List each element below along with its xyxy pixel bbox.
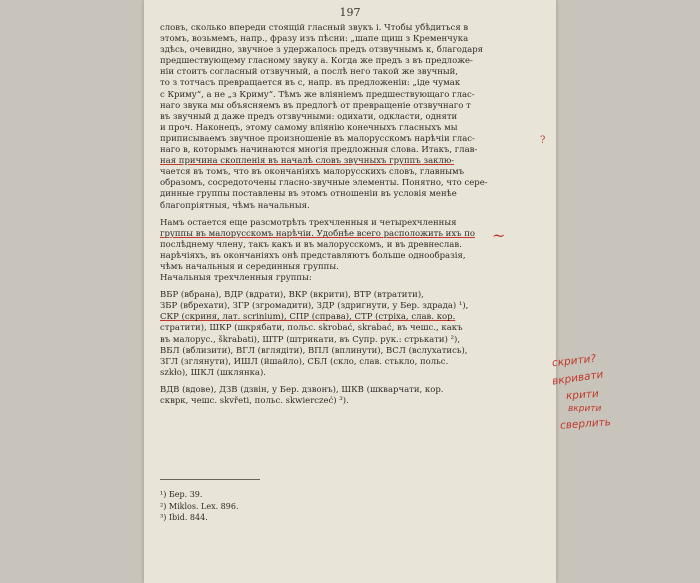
text-line: чается въ томъ, что въ окончаніяхъ малорусскихъ словъ, главнымъ (160, 167, 465, 178)
footnote-divider (160, 479, 260, 480)
text-line: ВБЛ (вблизити), ВГЛ (вглядіти), ВПЛ (вплинути), ВСЛ (вслухатись), (160, 345, 468, 356)
text-line: ЗГЛ (зглянути), ЙШЛ (йшайло), СБЛ (скло, слав. стькло, польс. (160, 356, 449, 367)
text-line: ЗБР (вбрехати), ЗГР (згромадити), ЗДР (здригнути, у Бер. здрада) ¹), (160, 301, 469, 312)
margin-note-sverlyt: сверлить (559, 416, 612, 432)
text-line: то з тотчасъ превращается въ с, напр. въ предложеніи: „іде чумак (160, 78, 461, 89)
text-line: СКР (скриня, лат. scrinium), СПР (справа), СТР (стріха, слав. кор. (160, 312, 456, 323)
text-line: стратити), ШКР (шкрябати, польс. skrobać, skrabać, въ чешс., какъ (160, 323, 463, 334)
text-line: въ звучный д даже предъ отзвучными: одихати, одкласти, одняти (160, 111, 458, 122)
text-line: образомъ, сосредоточены гласно-звучные элементы. Понятно, что сере- (160, 178, 488, 189)
text-line: ВБР (вбрана), ВДР (вдрати), ВКР (вкрити), ВТР (втратити), (160, 290, 424, 301)
text-line: наго в, которымъ начинаются многія предложныя слова. Итакъ, глав- (160, 145, 478, 156)
text-line: с Криму“, а не „з Криму“. Тѣмъ же вліяніемъ предшествующаго глас- (160, 89, 475, 100)
margin-note-vkryty: вкрити (568, 404, 602, 414)
footnotes (160, 489, 400, 524)
text-line: этомъ, возьмемъ, напр., фразу изъ пѣсни: „шапе щиш з Кременчука (160, 34, 469, 45)
text-line: благопріятныя, чѣмъ начальныя. (160, 200, 310, 211)
text-line: ніи стоитъ согласный отзвучный, а послѣ него такой же звучный, (160, 67, 458, 78)
text-line: въ малорус., škrabati), ШТР (штрикати, въ Супр. рук.: стрькати) ²), (160, 334, 461, 345)
margin-note-kryty: крити (565, 387, 600, 403)
text-line: Намъ остается еще разсмотрѣть трехчленныя и четырехчленныя (160, 217, 457, 228)
text-line: скврк, чешс. skvřeti, польс. skwierczeć) ³). (160, 396, 349, 406)
page-body (160, 23, 540, 407)
footnote-3: ³) Ibid. 844. (160, 513, 208, 522)
text-line: нарѣчіяхъ, въ окончаніяхъ онѣ представляютъ больше однообразія, (160, 250, 466, 261)
text-line: группы въ малорусскомъ нарѣчіи. Удобнѣе всего расположить ихъ по (160, 228, 476, 239)
page-number: 197 (339, 6, 361, 19)
text-line: szkło), ШКЛ (шклянка). (160, 367, 267, 378)
text-line: ВДВ (вдове), ДЗВ (дзвін, у Бер. дзвонъ), ШКВ (шкварчати, кор. (160, 384, 444, 395)
text-line: Начальныя трехчленныя группы: (160, 273, 312, 284)
text-line: ная причина скопленія въ началѣ словъ звучныхъ группъ заклю- (160, 156, 455, 167)
text-line: динные группы поставлены въ этомъ отношеніи въ условія менѣе (160, 189, 457, 200)
text-line: приписываемъ звучное произношеніе въ малорусскомъ нарѣчіи глас- (160, 133, 475, 144)
margin-mark-question: ? (540, 135, 546, 146)
text-line: словъ, сколько впереди стоящій гласный звукъ і. Чтобы убѣдиться в (160, 23, 469, 33)
footnote-1: ¹) Бер. 39. (160, 490, 203, 499)
text-line: послѣднему члену, такъ какъ и въ малорусскомъ, и въ древнеслав. (160, 239, 462, 250)
margin-note-scryty: скрити? (551, 352, 597, 370)
text-line: предшествующему гласному звуку а. Когда же предъ з въ предложе- (160, 56, 473, 67)
book-page (144, 0, 556, 583)
text-line: чѣмъ начальныя и серединныя группы. (160, 261, 339, 272)
margin-note-vkryvaty: вкривати (551, 368, 605, 388)
text-line: и проч. Наконецъ, этому самому вліянію конечныхъ гласныхъ мы (160, 122, 458, 133)
margin-mark-swirl: ~ (492, 226, 506, 245)
footnote-2: ²) Miklos. Lex. 896. (160, 501, 239, 511)
text-line: наго звука мы объясняемъ въ предлогѣ от превращеніе отзвучнаго т (160, 100, 471, 111)
text-line: здѣсь, очевидно, звучное з удержалось предъ отзвучнымъ к, благодаря (160, 45, 483, 56)
